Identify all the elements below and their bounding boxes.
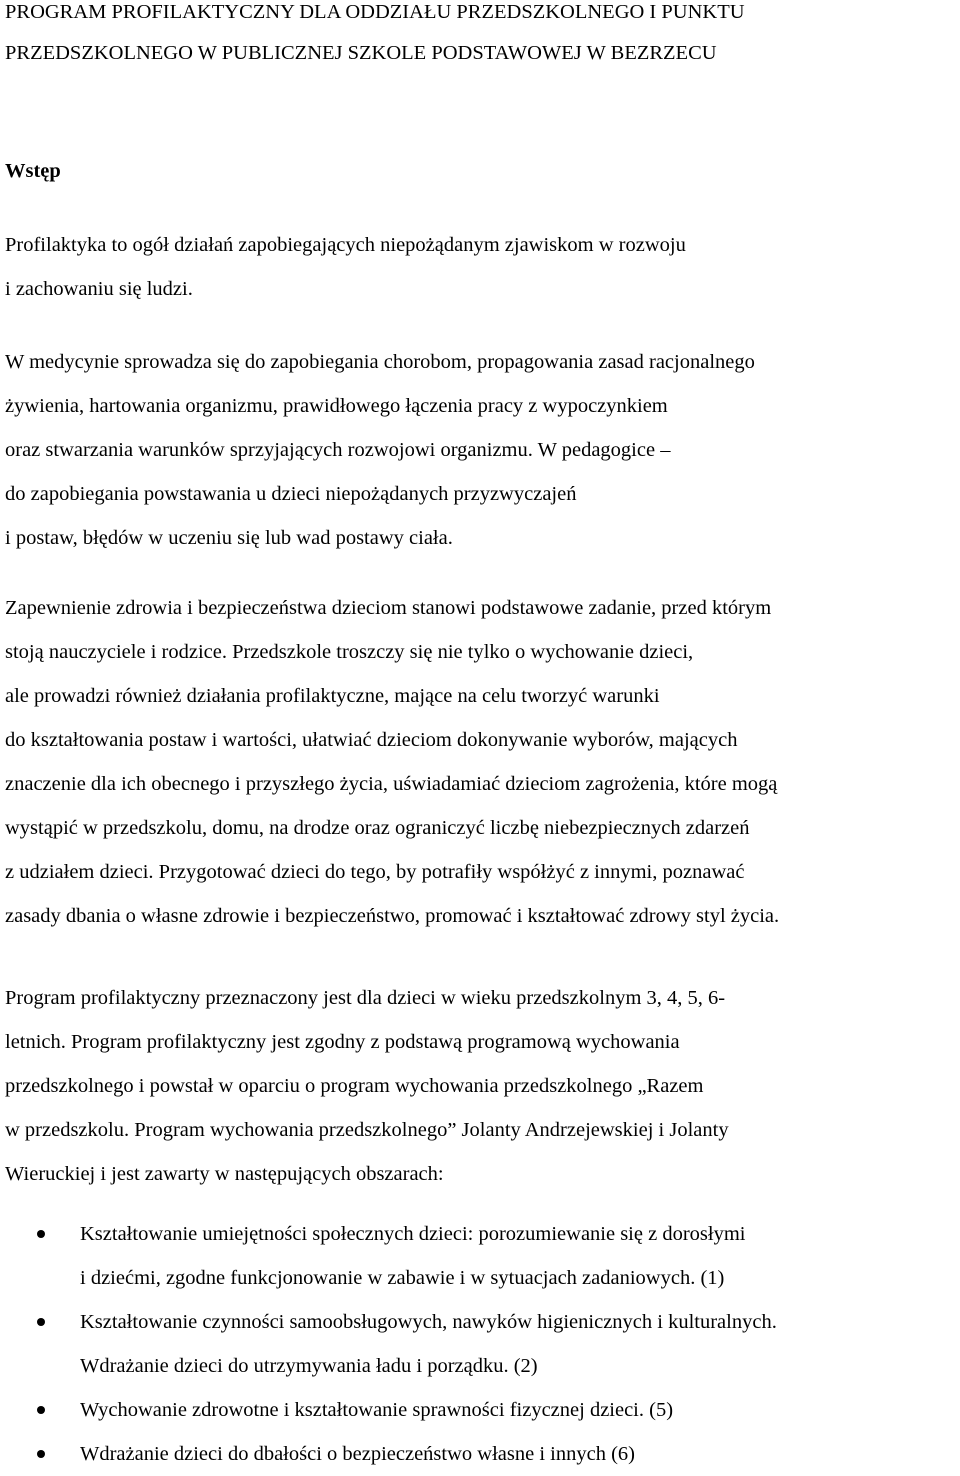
text-line: Wychowanie zdrowotne i kształtowanie sprawności fizycznej dzieci. (5) [80,1399,674,1421]
list-item [0,1432,960,1476]
text-line: zasady dbania o własne zdrowie i bezpieczeństwo, promować i kształtować zdrowy styl życia. [5,905,780,927]
text-line: żywienia, hartowania organizmu, prawidłowego łączenia pracy z wypoczynkiem [5,395,668,417]
text-line: do kształtowania postaw i wartości, ułatwiać dzieciom dokonywanie wyborów, mających [5,729,738,751]
paragraph-intro [5,223,960,311]
text-line: stoją nauczyciele i rodzice. Przedszkole troszczy się nie tylko o wychowanie dzieci, [5,641,694,663]
document-title-line: PROGRAM PROFILAKTYCZNY DLA ODDZIAŁU PRZEDSZKOLNEGO I PUNKTU [5,1,745,23]
paragraph-program [5,976,960,1196]
areas-list [0,1212,960,1476]
text-line: Profilaktyka to ogół działań zapobiegających niepożądanym zjawiskom w rozwoju [5,234,686,256]
text-line: i zachowaniu się ludzi. [5,278,193,300]
bullet-icon [37,1406,45,1414]
text-line: Wieruckiej i jest zawarty w następujących obszarach: [5,1163,444,1185]
paragraph-medicine [5,340,960,560]
bullet-icon [37,1318,45,1326]
text-line: do zapobiegania powstawania u dzieci niepożądanych przyzwyczajeń [5,483,577,505]
text-line: letnich. Program profilaktyczny jest zgodny z podstawą programową wychowania [5,1031,680,1053]
document-title-line: PRZEDSZKOLNEGO W PUBLICZNEJ SZKOLE PODSTAWOWEJ W BEZRZECU [5,42,717,64]
text-line: ale prowadzi również działania profilaktyczne, mające na celu tworzyć warunki [5,685,660,707]
list-item [0,1388,960,1432]
text-line: z udziałem dzieci. Przygotować dzieci do tego, by potrafiły współżyć z innymi, poznawać [5,861,745,883]
text-line: Kształtowanie umiejętności społecznych dzieci: porozumiewanie się z dorosłymi [80,1223,746,1245]
text-line: znaczenie dla ich obecnego i przyszłego życia, uświadamiać dzieciom zagrożenia, które mogą [5,773,778,795]
list-item [0,1300,960,1388]
text-line: wystąpić w przedszkolu, domu, na drodze oraz ograniczyć liczbę niebezpiecznych zdarzeń [5,817,750,839]
text-line: Wdrażanie dzieci do dbałości o bezpieczeństwo własne i innych (6) [80,1443,635,1465]
bullet-icon [37,1450,45,1458]
text-line: Zapewnienie zdrowia i bezpieczeństwa dzieciom stanowi podstawowe zadanie, przed którym [5,597,772,619]
section-heading: Wstęp [5,160,61,182]
text-line: i dziećmi, zgodne funkcjonowanie w zabawie i w sytuacjach zadaniowych. (1) [80,1267,725,1289]
text-line: Program profilaktyczny przeznaczony jest dla dzieci w wieku przedszkolnym 3, 4, 5, 6- [5,987,726,1009]
text-line: i postaw, błędów w uczeniu się lub wad postawy ciała. [5,527,453,549]
text-line: oraz stwarzania warunków sprzyjających rozwojowi organizmu. W pedagogice – [5,439,671,461]
text-line: Kształtowanie czynności samoobsługowych, nawyków higienicznych i kulturalnych. [80,1311,777,1333]
bullet-icon [37,1230,45,1238]
text-line: W medycynie sprowadza się do zapobiegania chorobom, propagowania zasad racjonalnego [5,351,755,373]
document-title [5,0,955,74]
text-line: w przedszkolu. Program wychowania przedszkolnego” Jolanty Andrzejewskiej i Jolanty [5,1119,729,1141]
paragraph-safety [5,586,960,938]
text-line: Wdrażanie dzieci do utrzymywania ładu i porządku. (2) [80,1355,538,1377]
list-item [0,1212,960,1300]
text-line: przedszkolnego i powstał w oparciu o program wychowania przedszkolnego „Razem [5,1075,704,1097]
